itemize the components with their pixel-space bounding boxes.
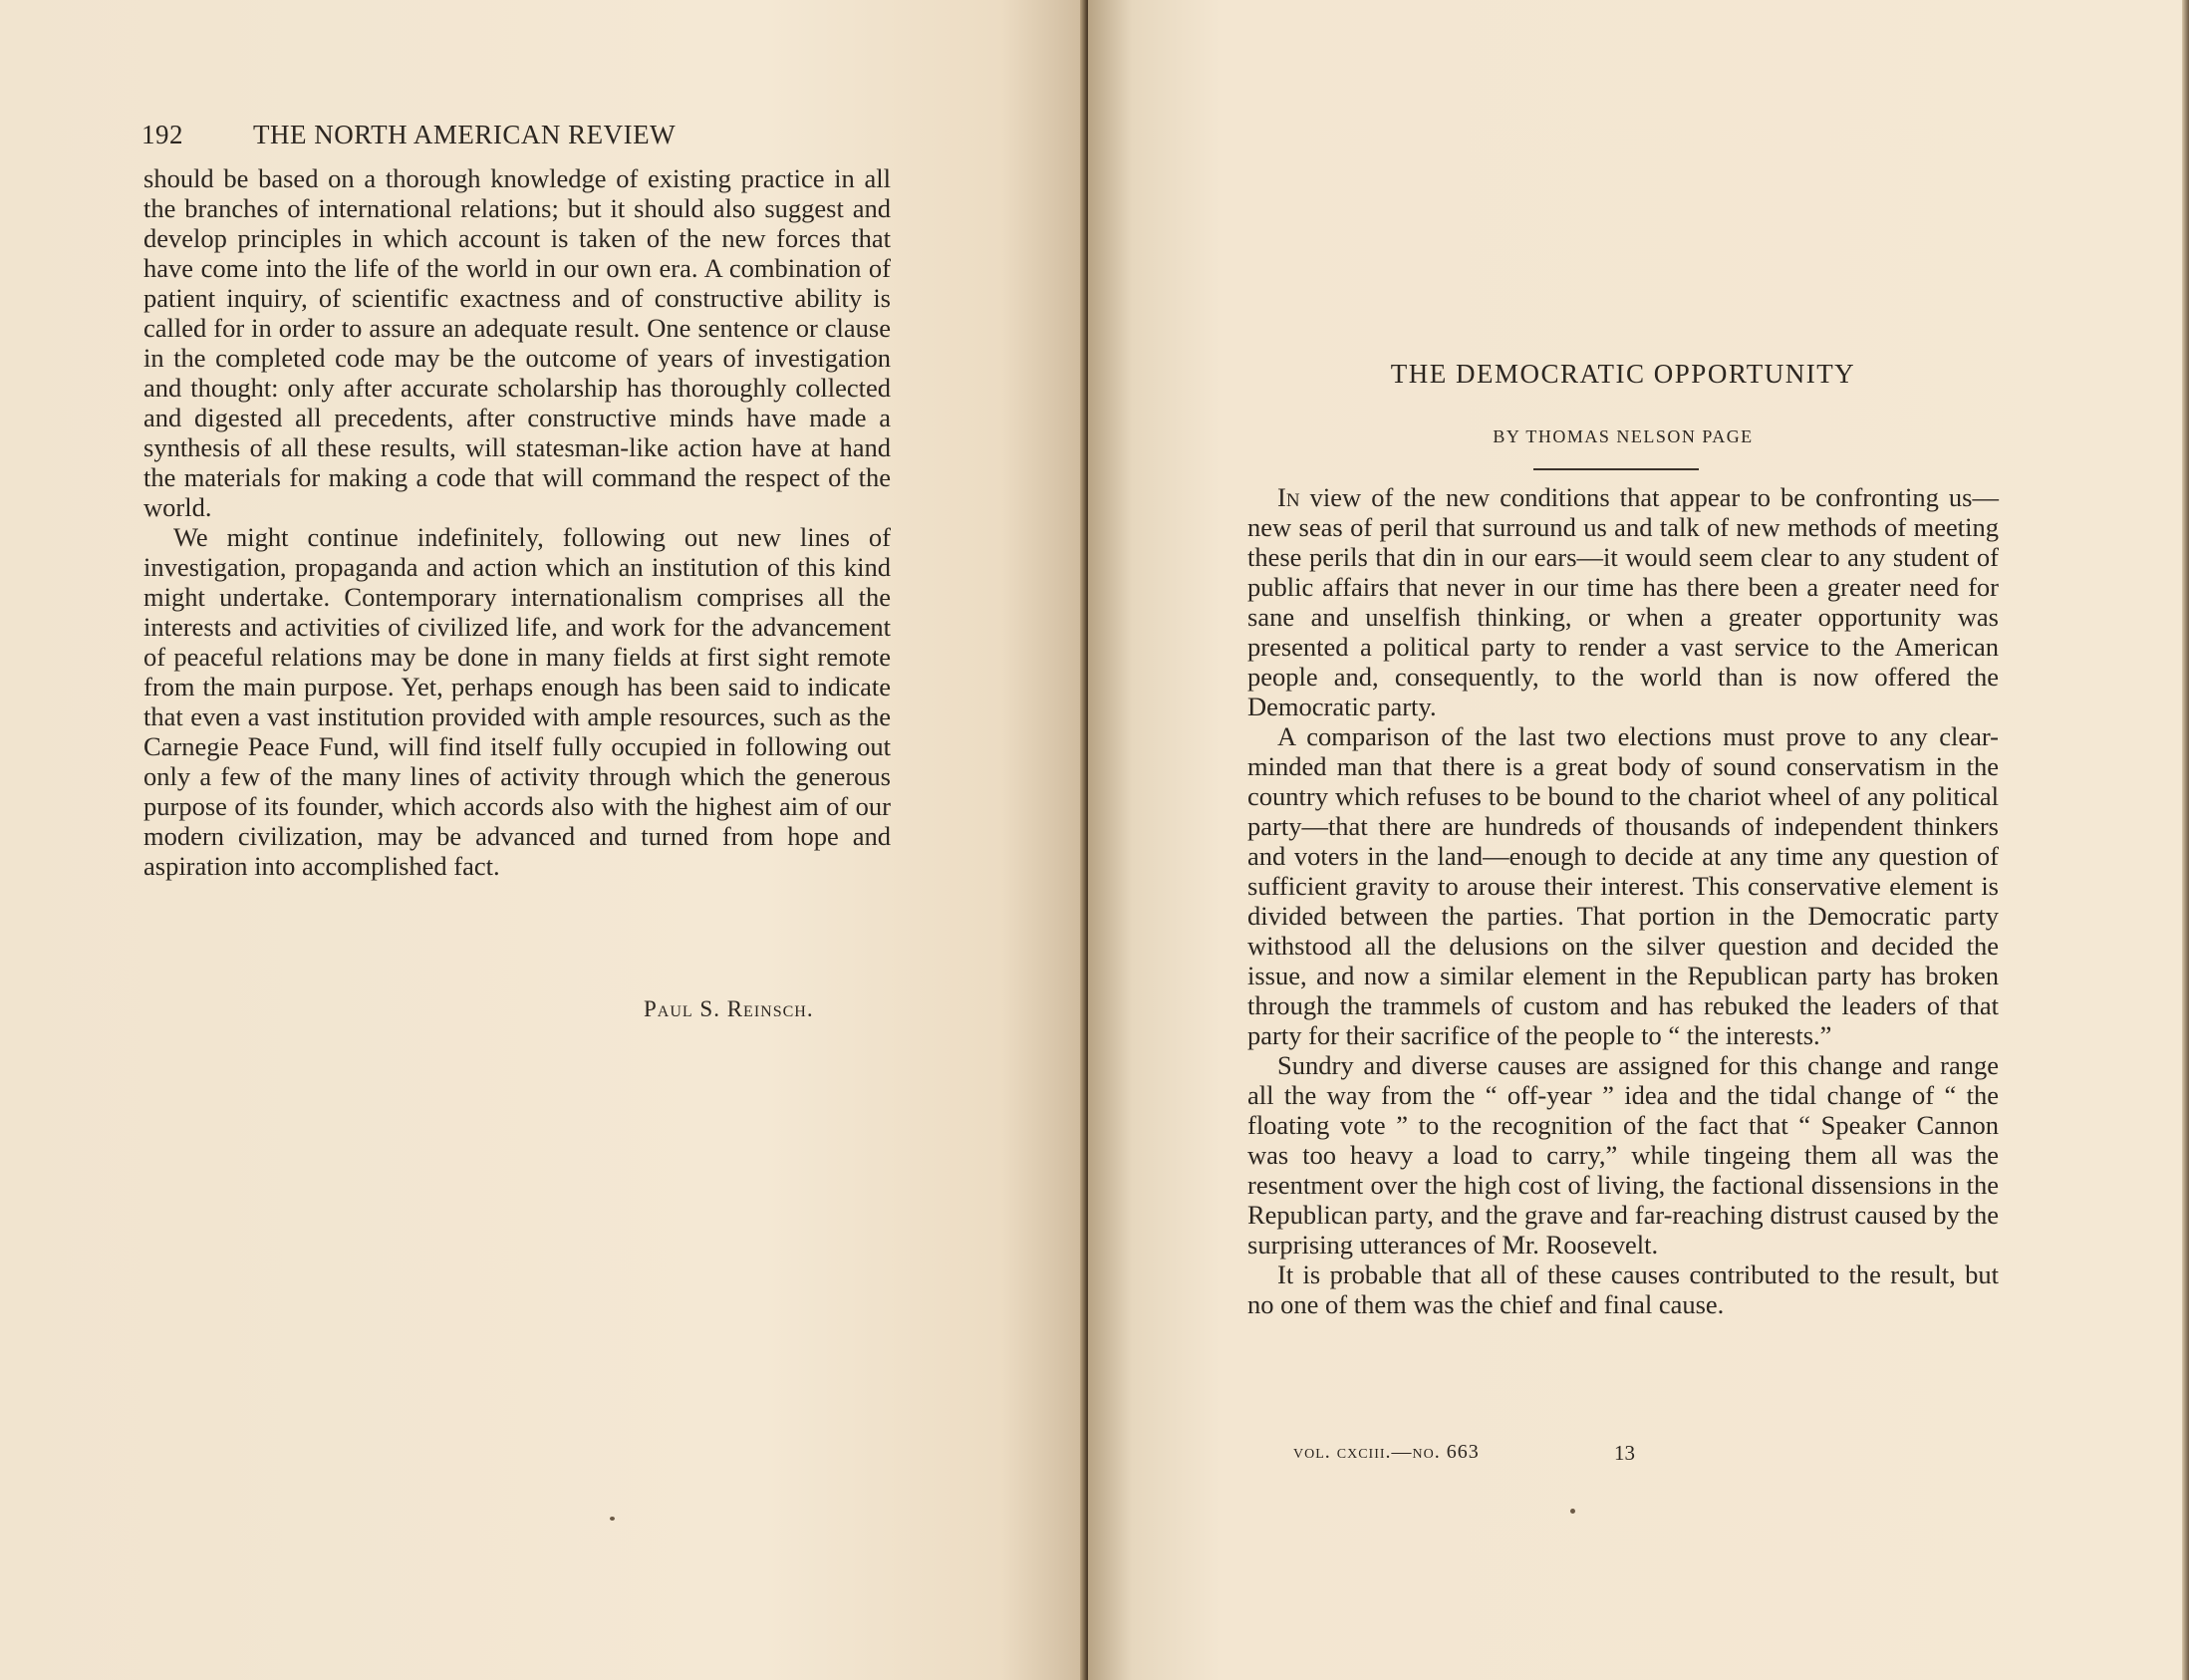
opening-paragraph: [1247, 482, 1999, 721]
right-column-text: [1247, 482, 1999, 1319]
paper-speck: [610, 1517, 615, 1521]
left-column-text: [143, 163, 891, 881]
author-signature: Paul S. Reinsch.: [644, 996, 814, 1021]
paragraph: should be based on a thorough knowledge of existing practice in all the branches of international relations; but it should also suggest and develop principles in which account is taken of the new forces that have come into the life of the world in our own era. A combination of patient inquiry, of scientific exactness and of constructive ability is called for in order to assure an adequate result. One sentence or clause in the completed code may be the outcome of years of investigation and thought: only after accurate scholarship has thoroughly collected and digested all precedents, after constructive minds have made a synthesis of all these results, will statesman-like action have at hand the materials for making a code that will command the respect of the world.: [143, 163, 891, 522]
article-byline: BY THOMAS NELSON PAGE: [1493, 426, 1754, 446]
drop-cap: In: [1277, 482, 1300, 512]
journal-title: THE NORTH AMERICAN REVIEW: [253, 120, 677, 149]
paragraph: It is probable that all of these causes contributed to the result, but no one of them was the chief and final cause.: [1247, 1260, 1999, 1319]
paragraph: A comparison of the last two elections must prove to any clear-minded man that there is a great body of sound conservatism in the country which refuses to be bound to the chariot wheel of any political party—that there are hundreds of thousands of independent thinkers and voters in the land—enough to decide at any time any question of sufficient gravity to arouse their interest. This conservative element is divided between the parties. That portion in the Democratic party withstood all the delusions on the silver question and decided the issue, and now a similar element in the Republican party has broken through the trammels of custom and has rebuked the leaders of that party for their sacrifice of the people to “ the interests.”: [1247, 721, 1999, 1050]
running-head: [141, 120, 899, 150]
page-edge: [2182, 0, 2189, 1680]
signature-mark: 13: [1614, 1441, 1635, 1465]
paragraph: We might continue indefinitely, following out new lines of investigation, propaganda and action which an institution of this kind might undertake. Contemporary internationalism comprises all the interests and activities of civilized life, and work for the advancement of peaceful relations may be done in many fields at first sight remote from the main purpose. Yet, perhaps enough has been said to indicate that even a vast institution provided with ample resources, such as the Carnegie Peace Fund, will find itself fully occupied in following out only a few of the many lines of activity through which the generous purpose of its founder, which accords also with the highest aim of our modern civilization, may be advanced and turned from hope and aspiration into accomplished fact.: [143, 522, 891, 881]
title-rule: [1533, 468, 1699, 470]
paragraph: Sundry and diverse causes are assigned for this change and range all the way from the “ off-year ” idea and the tidal change of “ the floating vote ” to the recognition of the fact that “ Speaker Cannon was too heavy a load to carry,” while tingeing them all was the resentment over the high cost of living, the factional dissensions in the Republican party, and the grave and far-reaching distrust caused by the surprising utterances of Mr. Roosevelt.: [1247, 1050, 1999, 1260]
opening-paragraph-text: view of the new conditions that appear to be confronting us—new seas of peril that surround us and talk of new methods of meeting these perils that din in our ears—it would seem clear to any student of public affairs that never in our time has there been a greater need for sane and unselfish thinking, or when a greater opportunity was presented a political party to render a vast service to the American people and, consequently, to the world than is now offered the Democratic party.: [1247, 482, 1999, 721]
paper-speck: [1570, 1509, 1575, 1514]
volume-footer: vol. cxciii.—no. 663: [1293, 1441, 1480, 1463]
page-number: 192: [141, 120, 183, 149]
article-title: THE DEMOCRATIC OPPORTUNITY: [1390, 359, 1856, 389]
left-page: [0, 0, 1088, 1680]
